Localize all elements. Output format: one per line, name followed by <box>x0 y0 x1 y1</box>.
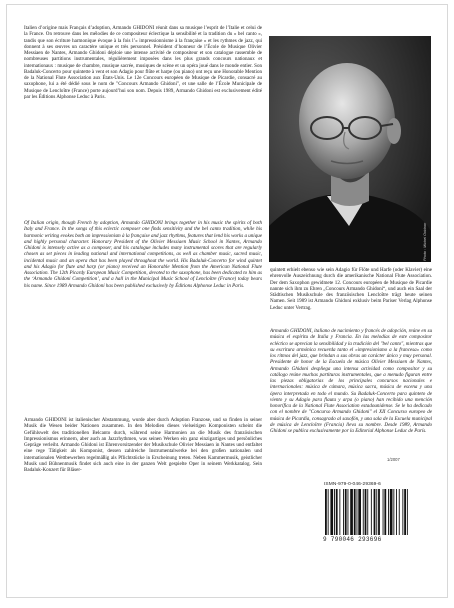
english-biography: Of Italian origin, though French by adoption, Armando GHIDONI brings together in his music the spirits of both Italy and France. In the songs of this eclectic composer one finds sensitivity and the bel canto tradition, while his harmonic writing evokes both an impressionism à la française and jazz rhythms, features that lend his works a unique and highly personal character. Honorary President of the Olivier Messiaen Music School in Nantes, Armando Ghidoni is intensely active as a composer, and his catalogue includes many instrumental scores that are regularly chosen as set pieces in leading national and international competitions, as well as chamber music, sacred music, incidental music and an opera that has been played throughout the world. His Badaluk-Concerto for wind quintet and his Adagio for flute and harp (or piano) received an Honorable Mention from the American National Flute Association. The 12th Picardy European Music Competition, devoted to the saxophone, has been dedicated to him as the ‘Armando Ghidoni Competition’, and a hall in the Municipal Music School of Lencloître (France) today bears his name. Since 1989 Armando Ghidoni has been published exclusively by Éditions Alphonse Leduc in Paris. <box>24 220 262 289</box>
barcode <box>323 489 433 535</box>
photo-credit: Photo : Michel Orichon <box>423 222 427 261</box>
german-biography-part-1: Armando GHIDONI ist italienischer Abstammung, wurde aber durch Adoption Franzose, und so finden in seiner Musik die Wesen beider Nationen zusammen. In den Melodien dieses vielseitigen Komponisten scheint die Gefühlswelt des traditionellen Belcanto durch, während seine Harmonien an die Musik des französischen Impressionismus erinnern, aber auch an Jazzrhythmen, was seinen Werken ein ganz einzigartiges und persönliches Gepräge verleiht. Armando Ghidoni ist Ehrenvorsitzender der Musikschule Olivier Messiaen in Nantes und entfaltet eine rege Tätigkeit als Komponist, dessen zahlreiche Instrumentalwerke bei den großen nationalen und internationalen Wettbewerben regelmäßig als Pflichtstücke in Erscheinung treten. Neben Kammermusik, geistlicher Musik und Bühnenmusik findet sich auch eine in der ganzen Welt gespielte Oper in seinem Werkkatalog. Sein Badaluk-Konzert für Bläser- <box>24 417 262 473</box>
german-biography-part-2: quintett erhielt ebenso wie sein Adagio für Flöte und Harfe (oder Klavier) eine ehrenvolle Auszeichnung durch die amerikanische National Flute Association. Der dem Saxophon gewidmete 12. Concours européen de Musique de Picardie nannte sich ihm zu Ehren „Concours Armando Ghidoni“, und auch ein Saal der Städtischen Musikschule des französischen Lencloître trägt heute seinen Namen. Seit 1989 ist Armando Ghidoni exklusiv beim Pariser Verlag Alphonse Leduc unter Vertrag. <box>270 267 432 311</box>
spanish-biography: Armando GHIDONI, italiano de nacimiento y francés de adopción, reúne en su música el espíritu de Italia y Francia. En las melodías de este compositor ecléctico se aprecian la sensibilidad y la tradición del "bel canto", mientras que su escritura armónica recuerda tanto el «impresionismo a la francesa» como los ritmos del jazz, que brindan a sus obras un carácter único y muy personal. Presidente de honor de la Escuela de música Olivier Messiaen de Nantes, Armando Ghidoni despliega una intensa actividad como compositor y su catálogo reúne muchas partituras instrumentales, que a menudo figuran entre las piezas obligatorias de los principales concursos nacionales e internacionales: música de cámara, música sacra, música de escena y una ópera interpretada en todo el mundo. Su Badaluk-Concerto para quinteto de viento y su Adagio para flauta y arpa (o piano) han recibido una mención honorífica de la National Flute Association estadounidense. Se le ha dedicado con el nombre de "Concurso Armando Ghidoni" el XII Concurso europeo de música de Picardía, consagrado al saxofón, y una sala de la Escuela municipal de música de Lencloître (Francia) lleva su nombre. Desde 1989, Armando Ghidoni se publica exclusivamente por la Editorial Alphonse Leduc de París. <box>270 328 432 434</box>
back-cover-page <box>6 4 448 598</box>
ismn-number: ISMN-979-0-046-29369-6 <box>324 482 381 487</box>
french-biography: Italien d’origine mais Français d’adoption, Armando GHIDONI réunit dans sa musique l’esprit de l’Italie et celui de la France. On retrouve dans les mélodies de ce compositeur éclectique la sensibilité et la tradition du « bel canto », tandis que son écriture harmonique évoque à la fois l’« impressionnisme à la française » et les rythmes de jazz, qui donnent à ses œuvres un caractère unique et très personnel. Président d’honneur de l’École de Musique Olivier Messiaen de Nantes, Armando Ghidoni déploie une intense activité de compositeur et son catalogue rassemble de nombreuses partitions instrumentales, régulièrement imposées dans les plus grands concours nationaux et internationaux : musique de chambre, musique sacrée, musiques de scène et un opéra joué dans le monde entier. Son Badaluk-Concerto pour quintette à vent et son Adagio pour flûte et harpe (ou piano) ont reçu une Honorable Mention de la National Flute Association aux États-Unis. Le 12e Concours européen de Musique de Picardie, consacré au saxophone, lui a été dédié sous le nom de "Concours Armando Ghidoni", et une salle de l’École Municipale de Musique de Lencloître (France) porte aujourd’hui son nom. Depuis 1989, Armando Ghidoni est exclusivement édité par les Éditions Alphonse Leduc à Paris. <box>24 25 262 100</box>
composer-portrait-photo <box>269 36 431 262</box>
barcode-number: 9 790046 293696 <box>323 536 382 543</box>
edition-code: 1/2007 <box>387 457 400 462</box>
